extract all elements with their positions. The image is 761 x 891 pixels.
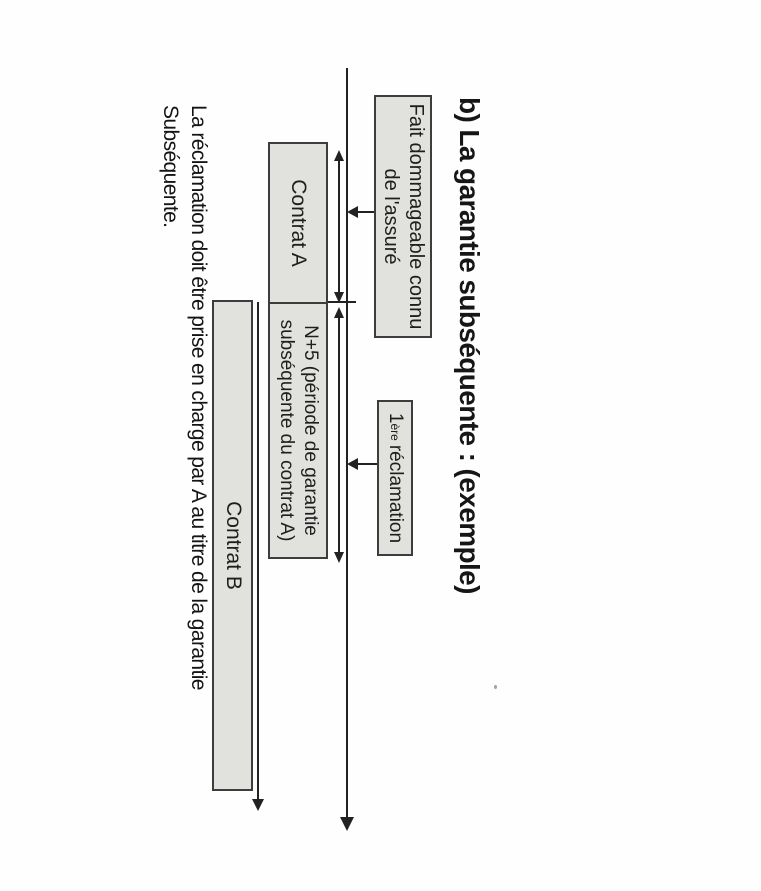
note-text <box>156 105 212 690</box>
event-connector-arrow-icon <box>347 206 358 218</box>
first-claim-number: 1 <box>384 412 406 424</box>
period-a-double-arrow <box>338 159 340 293</box>
fait-dommageable-box <box>374 95 432 338</box>
scan-speck <box>494 685 497 689</box>
page-title: b) La garantie subséquente : (exemple) <box>454 97 485 594</box>
note-line1: La réclamation doit être prise en charge par A au titre de la garantie <box>187 105 210 690</box>
n5-period-box <box>268 302 328 559</box>
first-claim-superscript: ère <box>388 423 402 441</box>
timeline-end-arrow-icon <box>340 817 354 831</box>
contract-b-label: Contrat B <box>221 501 245 590</box>
first-claim-label: réclamation <box>384 444 406 544</box>
event-connector-line <box>356 211 374 213</box>
n5-period-line2: subséquente du contrat A) <box>276 319 297 542</box>
claim-connector-arrow-icon <box>347 458 358 470</box>
note-line2: Subséquente. <box>159 105 182 228</box>
contract-b-bar <box>212 300 253 791</box>
subsequent-period-left-arrow-icon <box>334 307 344 318</box>
contract-a-bar <box>268 142 328 304</box>
contract-b-arrow-icon <box>252 799 264 811</box>
fait-dommageable-line1: Fait dommageable connu <box>405 103 427 330</box>
period-a-right-arrow-icon <box>334 292 344 303</box>
timeline-axis <box>346 68 348 818</box>
contract-b-arrow-line <box>257 302 259 800</box>
subsequent-period-right-arrow-icon <box>334 552 344 563</box>
fait-dommageable-line2: de l'assuré <box>380 168 402 265</box>
claim-connector-line <box>358 463 377 465</box>
period-a-left-arrow-icon <box>334 150 344 161</box>
subsequent-period-double-arrow <box>338 316 340 553</box>
first-claim-box <box>377 400 413 556</box>
n5-period-line1: N+5 (période de garantie <box>299 325 321 536</box>
contract-a-label: Contrat A <box>287 179 311 267</box>
